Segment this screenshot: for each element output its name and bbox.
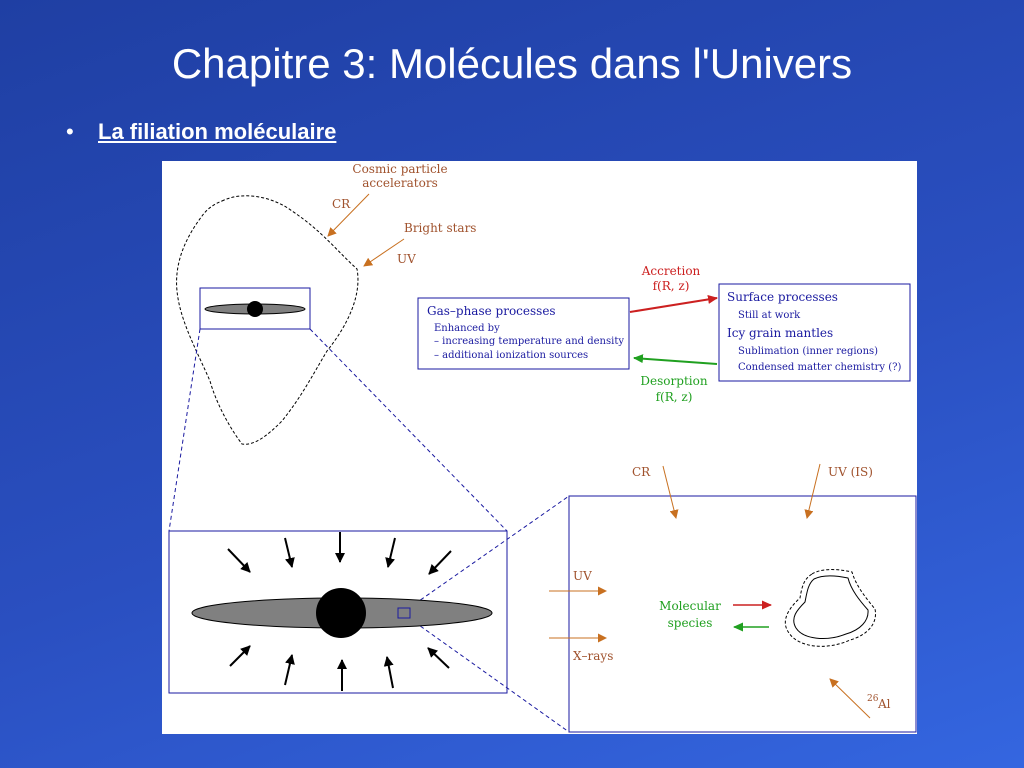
zoom-line [409, 496, 569, 608]
gas-phase-line: – additional ionization sources [434, 350, 589, 361]
surface-line: Sublimation (inner regions) [738, 346, 879, 357]
uv-is-label: UV (IS) [828, 465, 873, 479]
uv-left-label: UV [573, 569, 592, 583]
molecular-species-label: species [667, 616, 713, 630]
radiation-arrow [285, 538, 292, 567]
bullet-marker: • [66, 119, 74, 144]
cr-bottom-arrow [663, 466, 676, 518]
accretion-label: f(R, z) [652, 279, 690, 293]
bullet-text: La filiation moléculaire [98, 119, 337, 144]
accretion-label: Accretion [641, 264, 701, 278]
uv-is-arrow [807, 464, 820, 518]
uv-top-label: UV [397, 252, 416, 266]
desorption-label: f(R, z) [655, 390, 693, 404]
radiation-arrow [429, 551, 451, 574]
ice-mantle-outline [785, 570, 875, 647]
grain-box [569, 496, 916, 732]
bright-stars-label: Bright stars [404, 221, 477, 235]
small-protostar [247, 301, 263, 317]
radiation-arrow [285, 655, 292, 685]
cosmic-particle-label: accelerators [362, 176, 438, 190]
zoom-line [409, 618, 569, 732]
surface-line: Condensed matter chemistry (?) [738, 362, 902, 373]
gas-phase-line: Enhanced by [434, 323, 500, 334]
al-label: Al [878, 697, 891, 711]
surface-title: Surface processes [727, 290, 838, 304]
desorption-label: Desorption [640, 374, 708, 388]
surface-line: Still at work [738, 310, 801, 321]
large-protostar [316, 588, 366, 638]
radiation-arrow [428, 648, 449, 668]
al-superscript: 26 [867, 694, 879, 704]
gas-phase-title: Gas–phase processes [427, 304, 556, 318]
slide-title: Chapitre 3: Molécules dans l'Univers [171, 40, 853, 87]
diagram-figure [162, 161, 917, 734]
cosmic-particle-label: Cosmic particle [352, 162, 448, 176]
surface-title-2: Icy grain mantles [727, 326, 834, 340]
radiation-arrow [387, 657, 393, 688]
accretion-arrow [630, 298, 717, 312]
radiation-arrow [388, 538, 395, 567]
cr-bottom-label: CR [632, 465, 651, 479]
dust-grain [794, 576, 868, 639]
radiation-arrow [230, 646, 250, 666]
al-arrow [830, 679, 870, 718]
desorption-arrow [634, 358, 717, 364]
cr-top-label: CR [332, 197, 351, 211]
radiation-arrow [228, 549, 250, 572]
xrays-label: X–rays [573, 649, 614, 663]
gas-phase-line: – increasing temperature and density [434, 336, 624, 347]
molecular-species-label: Molecular [659, 599, 721, 613]
zoom-line [169, 329, 200, 531]
